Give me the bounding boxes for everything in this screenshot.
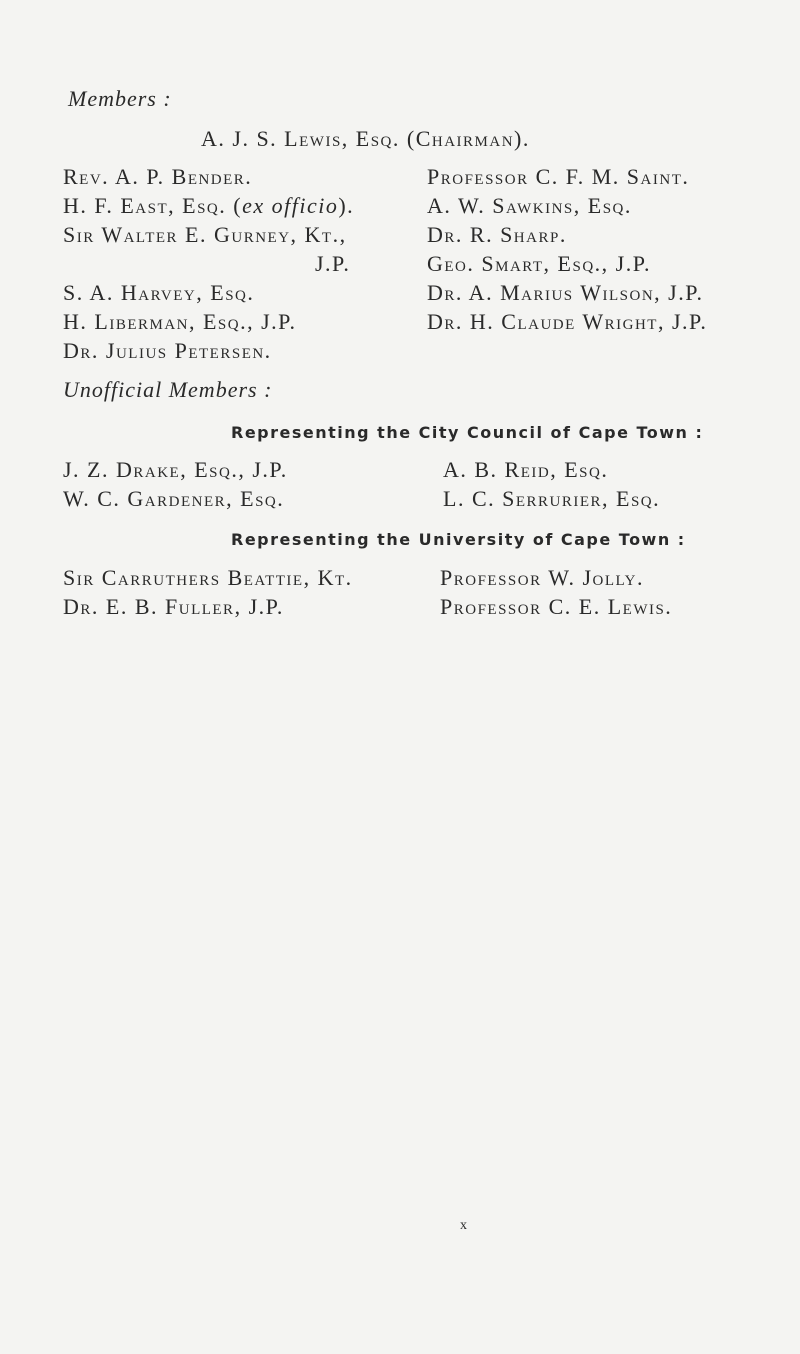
member-entry: Professor C. F. M. Saint. [427,164,690,189]
member-entry: Dr. Julius Petersen. [63,338,272,363]
member-entry: H. Liberman, Esq., J.P. [63,309,297,334]
member-entry: L. C. Serrurier, Esq. [443,486,661,511]
member-entry: A. W. Sawkins, Esq. [427,193,632,218]
members-right-column [427,166,707,333]
members-left-column [63,166,354,362]
member-entry: Sir Carruthers Beattie, Kt. [63,565,353,590]
member-entry: Rev. A. P. Bender. [63,164,253,189]
member-entry [63,195,354,217]
member-entry: W. C. Gardener, Esq. [63,486,285,511]
university-subheading: Representing the University of Cape Town : [231,530,686,549]
university-left-column [63,567,353,618]
member-entry: Geo. Smart, Esq., J.P. [427,251,652,276]
member-entry: Dr. R. Sharp. [427,222,567,247]
member-entry: Dr. E. B. Fuller, J.P. [63,594,284,619]
city-council-subheading: Representing the City Council of Cape Town : [231,423,704,442]
member-entry: Sir Walter E. Gurney, Kt., [63,222,347,247]
member-entry: Dr. A. Marius Wilson, J.P. [427,280,704,305]
member-entry: A. B. Reid, Esq. [443,457,609,482]
member-entry: Dr. H. Claude Wright, J.P. [427,309,708,334]
unofficial-heading: Unofficial Members : [63,377,273,402]
member-entry: J. Z. Drake, Esq., J.P. [63,457,288,482]
member-entry-text: H. F. East, Esq. (ex officio). [63,193,355,218]
university-right-column [440,567,672,618]
member-entry: Professor W. Jolly. [440,565,644,590]
member-entry: S. A. Harvey, Esq. [63,280,255,305]
member-entry: Professor C. E. Lewis. [440,594,673,619]
chairman-line: A. J. S. Lewis, Esq. (Chairman). [201,126,530,151]
page-number: x [460,1218,467,1233]
members-heading: Members : [68,86,172,111]
city-council-right-column [443,459,660,510]
member-entry-continuation: J.P. [315,251,351,276]
latin-phrase: ex officio [242,193,339,218]
city-council-left-column [63,459,288,510]
